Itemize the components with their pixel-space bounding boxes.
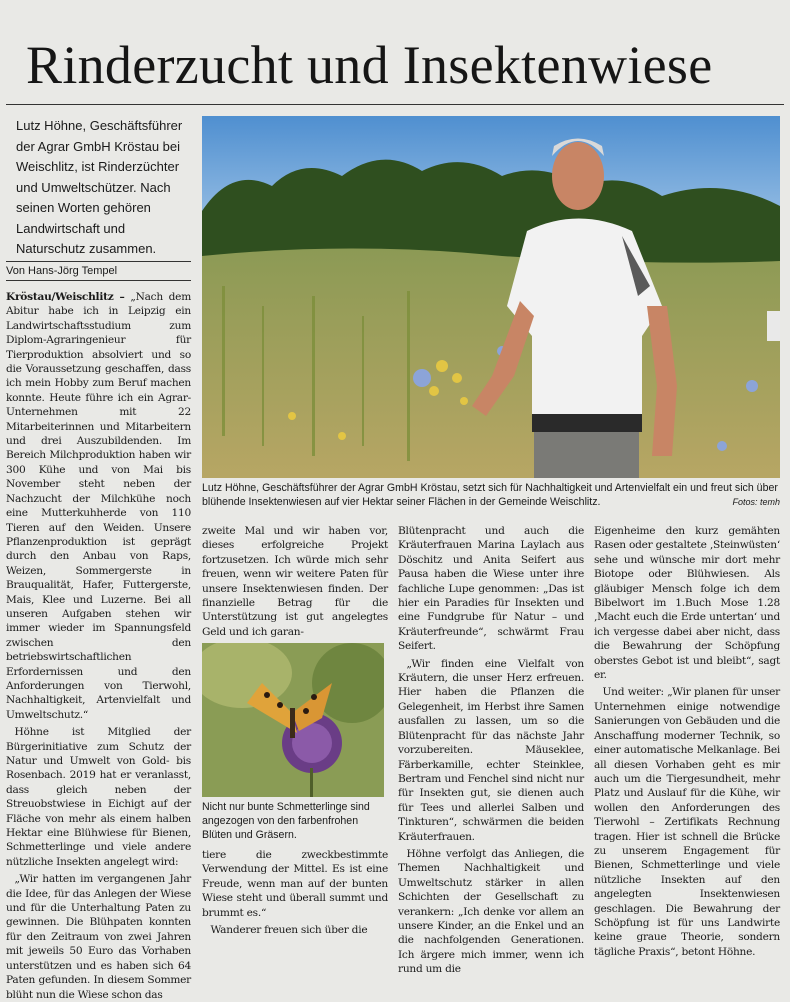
column2-paragraph: zweite Mal und wir haben vor, dieses erfolgreiche Projekt fortzusetzen. Ich würde mich sehr freuen, wenn wir weitere Paten für unsere Insektenwiesen finden. Der finanzielle Betrag für die Unterstützung ist gut angelegtes Geld und ich garan- [202, 525, 388, 638]
column1-paragraph [6, 290, 191, 722]
column4-paragraph: Und weiter: „Wir planen für unser Unternehmen einige notwendige Sanierungen von Gebäuden und die Anschaffung moderner Technik, so einer automatische Melkanlage. Bei all diesen Vorhaben geht es mir auch um die Tiergesundheit, mehr Platz und Auslauf für die Kühe, wir wollen den Anforderungen des Tierwohl – Zertifikats Rechnung tragen. Hier ist schnell die Brücke zu unserem Engagement für Bienen, Schmetterlinge und viele nützliche Insekten auf den angelegten Insektenwiesen geschlagen. Die Bewahrung der Schöpfung ist für uns Landwirte keine graue Theorie, sondern tägliche Praxis“, betont Höhne. [594, 686, 780, 958]
column2-paragraph: tiere die zweckbestimmte Verwendung der Mittel. Es ist eine Freude, wenn man auf der bunten Wiese steht und überall summt und brummt es.“ [202, 849, 388, 919]
photo-credit: Fotos: temh [732, 497, 780, 507]
main-photo-caption [202, 481, 780, 509]
dateline: Kröstau/Weischlitz – [6, 291, 125, 303]
butterfly-photo [202, 643, 384, 797]
butterfly-photo-caption: Nicht nur bunte Schmetterlinge sind angezogen von den farbenfrohen Blüten und Gräsern. [202, 801, 370, 841]
column4-paragraph: Eigenheime den kurz gemähten Rasen oder gestaltete ‚Steinwüsten‘ sehe und wünsche mir dort mehr Biotope oder Blühwiesen. Als gläubiger Mensch folge ich dem Bibelwort im 1.Buch Mose 1.28 ‚Macht euch die Erde untertan‘ und ich vergesse dabei aber nicht, dass die Bewahrung der Schöpfung oberstes Gebot ist und bleibt“, sagt er. [594, 525, 780, 682]
column1-text: „Nach dem Abitur habe ich in Leipzig ein Landwirtschaftsstudium zum Diplom-Agraringenieur für Tierproduktion absolviert und so die Voraussetzung geschaffen, dass ich mein Hobby zum Beruf machen konnte. Heute führe ich ein Agrar-Unternehmen mit 22 Mitarbeiterinnen und Mitarbeitern und drei Auszubildenden. Im Bereich Milchproduktion haben wir 300 Kühe und von Mai bis November steht neben der Nachzucht der Milchkühe noch eine Mutterkuhherde von 110 Tieren auf den Weiden. Unsere Pflanzenproduktion ist geprägt durch den Anbau von Raps, Weizen, Sommergerste in Brauqualität, Hafer, Futtergerste, Mais, Klee und Luzerne. Bei all unseren Aufgaben stehen wir immer wieder im Spannungsfeld zwischen den betriebswirtschaftlichen Erfordernissen und den Anforderungen von Tierwohl, Nachhaltigkeit, Artenvielfalt und Umweltschutz.“ [6, 291, 191, 721]
article-headline: Rinderzucht und Insektenwiese [26, 35, 713, 95]
author-byline: Von Hans-Jörg Tempel [6, 265, 118, 277]
article-column-2 [202, 524, 388, 639]
article-column-3 [398, 524, 584, 977]
column3-paragraph: „Wir finden eine Vielfalt von Kräutern, die unser Herz erfreuen. Hier haben die Pflanzen die Gelegenheit, im Herbst ihre Samen ausfallen zu lassen, um so die Blütenpracht für das nächste Jahr vorzubereiten. Mäuseklee, Färberkamille, echter Steinklee, Bertram und Fenchel sind nicht nur für Insekten gut, sie dienen auch für Tees und allerlei Salben und Tinkturen“, schwärmen die beiden Kräuterfrauen. [398, 657, 584, 843]
main-caption-text: Lutz Höhne, Geschäftsführer der Agrar GmbH Kröstau, setzt sich für Nachhaltigkeit und Artenvielfalt ein und freut sich über blühende Insektenwiesen auf vier Hektar seiner Flächen in der Gemeinde Weischlitz. [202, 482, 778, 508]
column1-paragraph: „Wir hatten im vergangenen Jahr die Idee, für das Anlegen der Wiese und für die Unterhaltung Paten zu gewinnen. Die Blühpaten konnten für den Zeitraum von zwei Jahren mit jeweils 50 Euro das Vorhaben unterstützen und es haben sich 64 Paten gefunden. In diesem Sommer blüht nun die Wiese schon das [6, 873, 191, 1001]
byline-rule [6, 280, 191, 281]
column1-paragraph: Höhne ist Mitglied der Bürgerinitiative zum Schutz der Natur und Umwelt von Gold- bis Rosenbach. 2019 hat er veranlasst, dass gleich neben der Streuobstwiese in Eichigt auf der Fläche von mehr als einem halben Hektar eine Blühwiese für Bienen, Schmetterlinge und viele andere nützliche Insekten angelegt wird: [6, 726, 191, 868]
column3-paragraph: Blütenpracht und auch die Kräuterfrauen Marina Laylach aus Döschitz und Anita Seifert aus Pausa haben die Wiese unter ihre fachliche Lupe genommen: „Das ist hier ein Paradies für Insekten und eine Fundgrube für Natur – und Kräuterfreunde“, schwärmt Frau Seifert. [398, 525, 584, 653]
lead-rule [6, 261, 191, 262]
article-column-4 [594, 524, 780, 959]
article-column-2-continued [202, 848, 388, 937]
main-photo [202, 116, 780, 478]
article-column-1 [6, 290, 191, 1002]
headline-rule [6, 104, 784, 105]
lead-paragraph: Lutz Höhne, Geschäftsführer der Agrar GmbH Kröstau bei Weischlitz, ist Rinderzüchter und Umweltschützer. Nach seinen Worten gehören Landwirtschaft und Naturschutz zusammen. [16, 118, 183, 256]
column2-paragraph: Wanderer freuen sich über die [210, 924, 368, 937]
column3-paragraph: Höhne verfolgt das Anliegen, die Themen Nachhaltigkeit und Umweltschutz stärker in allen Schichten der Gesellschaft zu verankern: „Ich denke vor allem an unsere Kinder, an die Enkel und an die nachfolgenden Generationen. Ich ärgere mich immer, wenn ich rund um die [398, 847, 584, 976]
